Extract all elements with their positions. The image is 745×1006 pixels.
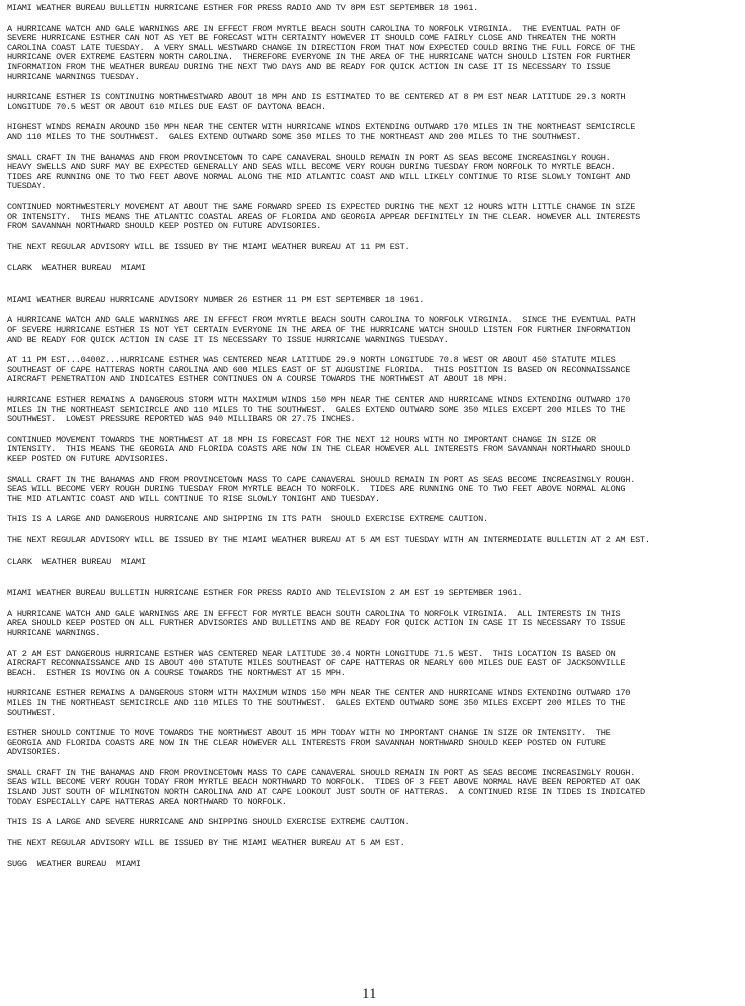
- text-line: A HURRICANE WATCH AND GALE WARNINGS ARE IN EFFECT FROM MYRTLE BEACH SOUTH CAROLINA TO NORFOLK VIRGINIA. THE EVENTUAL PATH OF: [7, 23, 621, 34]
- text-line: TODAY ESPECIALLY CAPE HATTERAS AREA NORTHWARD TO NORFOLK.: [7, 796, 287, 807]
- text-line: THIS IS A LARGE AND SEVERE HURRICANE AND SHIPPING SHOULD EXERCISE EXTREME CAUTION.: [7, 817, 410, 828]
- text-line: TIDES ARE RUNNING ONE TO TWO FEET ABOVE NORMAL ALONG THE MID ATLANTIC COAST AND WILL LIKELY CONTINUE TO RISE SLOWLY TONIGHT AND: [7, 171, 631, 182]
- text-line: THE NEXT REGULAR ADVISORY WILL BE ISSUED BY THE MIAMI WEATHER BUREAU AT 11 PM EST.: [7, 241, 410, 252]
- text-line: MILES IN THE NORTHEAST SEMICIRCLE AND 110 MILES TO THE SOUTHWEST. GALES EXTEND OUTWARD SOME 350 MILES EXCEPT 200 MILES TO THE: [7, 697, 626, 708]
- bulletin-paragraph: [7, 356, 741, 385]
- bulletin-paragraph: [7, 515, 741, 525]
- text-line: TUESDAY.: [7, 181, 47, 192]
- bulletin-paragraph: [7, 536, 741, 546]
- signature-line: CLARK WEATHER BUREAU MIAMI: [7, 263, 146, 274]
- bulletin-heading: MIAMI WEATHER BUREAU BULLETIN HURRICANE ESTHER FOR PRESS RADIO AND TELEVISION 2 AM EST 19 SEPTEMBER 1961.: [7, 588, 523, 599]
- text-line: ISLAND JUST SOUTH OF WILMINGTON NORTH CAROLINA AND AT CAPE LOOKOUT JUST SOUTH OF HATTERAS. A CONTINUED RISE IN TIDES IS INDICATED: [7, 787, 645, 798]
- bulletin-separator: [7, 567, 741, 589]
- text-line: ADVISORIES.: [7, 747, 61, 758]
- bulletin-heading: MIAMI WEATHER BUREAU HURRICANE ADVISORY NUMBER 26 ESTHER 11 PM EST SEPTEMBER 18 1961.: [7, 294, 425, 305]
- bulletin-list: [7, 4, 741, 870]
- text-line: HURRICANE WARNINGS TUESDAY.: [7, 71, 140, 82]
- text-line: MILES IN THE NORTHEAST SEMICIRCLE AND 110 MILES TO THE SOUTHWEST. GALES EXTEND OUTWARD SOME 350 MILES EXCEPT 200 MILES TO THE: [7, 404, 626, 415]
- text-line: SEAS WILL BECOME VERY ROUGH TODAY FROM MYRTLE BEACH NORTHWARD TO NORFOLK. TIDES OF 3 FEET ABOVE NORMAL HAVE BEEN REPORTED AT OAK: [7, 777, 641, 788]
- bulletin-separator: [7, 274, 741, 296]
- text-line: AIRCRAFT PENETRATION AND INDICATES ESTHER CONTINUES ON A COURSE TOWARDS THE NORTHWEST AT ABOUT 18 MPH.: [7, 374, 508, 385]
- text-line: HEAVY SWELLS AND SURF MAY BE EXPECTED GENERALLY AND SEAS WILL BECOME VERY ROUGH DURING TUESDAY FROM NORFOLK TO MYRTLE BEACH.: [7, 162, 616, 173]
- text-line: A HURRICANE WATCH AND GALE WARNINGS ARE IN EFFECT FOR MYRTLE BEACH SOUTH CAROLINA TO NORFOLK VIRGINIA. ALL INTERESTS IN THIS: [7, 608, 621, 619]
- bulletin-paragraph: [7, 25, 741, 83]
- text-line: INFORMATION FROM THE WEATHER BUREAU DURING THE NEXT TWO DAYS AND BE READY FOR QUICK ACTION IN CASE IT IS NECESSARY TO ISSUE: [7, 61, 611, 72]
- bulletin: [7, 296, 741, 567]
- bulletin-paragraph: [7, 93, 741, 112]
- text-line: AREA SHOULD KEEP POSTED ON ALL FURTHER ADVISORIES AND BULLETINS AND BE READY FOR QUICK ACTION IN CASE IT IS NECESSARY TO ISSUE: [7, 618, 626, 629]
- text-line: SEAS WILL BECOME VERY ROUGH DURING TUESDAY FROM MYRTLE BEACH TO NORFOLK. TIDES ARE RUNNING ONE TO TWO FEET ABOVE NORMAL ALONG: [7, 484, 626, 495]
- page-number: 11: [362, 986, 377, 1002]
- text-line: THE MID ATLANTIC COAST AND WILL CONTINUE TO RISE SLOWLY TONIGHT AND TUESDAY.: [7, 493, 380, 504]
- bulletin-paragraph: [7, 729, 741, 758]
- bulletin-paragraph: [7, 610, 741, 639]
- bulletin-paragraph: [7, 154, 741, 192]
- bulletin: [7, 4, 741, 274]
- text-line: CAROLINA COAST LATE TUESDAY. A VERY SMALL WESTWARD CHANGE IN DIRECTION FROM THAT NOW EXPECTED COULD BRING THE FULL FORCE OF THE: [7, 42, 636, 53]
- text-line: ESTHER SHOULD CONTINUE TO MOVE TOWARDS THE NORTHWEST ABOUT 15 MPH TODAY WITH NO IMPORTANT CHANGE IN SIZE OR INTENSITY. THE: [7, 728, 611, 739]
- text-line: A HURRICANE WATCH AND GALE WARNINGS ARE IN EFFECT FROM MYRTLE BEACH SOUTH CAROLINA TO NORFOLK VIRGINIA. SINCE THE EVENTUAL PATH: [7, 315, 636, 326]
- text-line: CONTINUED MOVEMENT TOWARDS THE NORTHWEST AT 18 MPH IS FORECAST FOR THE NEXT 12 HOURS WITH NO IMPORTANT CHANGE IN SIZE OR: [7, 434, 596, 445]
- text-line: HURRICANE ESTHER REMAINS A DANGEROUS STORM WITH MAXIMUM WINDS 150 MPH NEAR THE CENTER AND HURRICANE WINDS EXTENDING OUTWARD 170: [7, 688, 631, 699]
- bulletin-paragraph: [7, 650, 741, 679]
- text-line: AIRCRAFT RECONNAISSANCE AND IS ABOUT 400 STATUTE MILES SOUTHEAST OF CAPE HATTERAS OR NEARLY 600 MILES DUE EAST OF JACKSONVILLE: [7, 658, 626, 669]
- text-line: SOUTHEAST OF CAPE HATTERAS NORTH CAROLINA AND 600 MILES EAST OF ST AUGUSTINE FLORIDA. THIS POSITION IS BASED ON RECONNAISSANCE: [7, 364, 631, 375]
- text-line: THE NEXT REGULAR ADVISORY WILL BE ISSUED BY THE MIAMI WEATHER BUREAU AT 5 AM EST.: [7, 837, 405, 848]
- text-line: OR INTENSITY. THIS MEANS THE ATLANTIC COASTAL AREAS OF FLORIDA AND GEORGIA APPEAR DEFINITELY IN THE CLEAR. HOWEVER ALL INTERESTS: [7, 211, 641, 222]
- bulletin-paragraph: [7, 123, 741, 142]
- text-line: AND BE READY FOR QUICK ACTION IN CASE IT IS NECESSARY TO ISSUE HURRICANE WARNINGS TUESDAY.: [7, 334, 449, 345]
- text-line: SOUTHWEST.: [7, 707, 57, 718]
- text-line: THE NEXT REGULAR ADVISORY WILL BE ISSUED BY THE MIAMI WEATHER BUREAU AT 5 AM EST TUESDAY WITH AN INTERMEDIATE BULLETIN AT 2 AM EST.: [7, 534, 650, 545]
- text-line: HIGHEST WINDS REMAIN AROUND 150 MPH NEAR THE CENTER WITH HURRICANE WINDS EXTENDING OUTWARD 170 MILES IN THE NORTHEAST SEMICIRCLE: [7, 122, 636, 133]
- bulletin-paragraph: [7, 243, 741, 253]
- text-line: HURRICANE WARNINGS.: [7, 627, 101, 638]
- text-line: SEVERE HURRICANE ESTHER CAN NOT AS YET BE FORECAST WITH CERTAINTY HOWEVER IT SHOULD COME FAIRLY CLOSE AND THREATEN THE NORTH: [7, 33, 616, 44]
- text-line: AND 110 MILES TO THE SOUTHWEST. GALES EXTEND OUTWARD SOME 350 MILES TO THE NORTHEAST AND 200 MILES TO THE SOUTHWEST.: [7, 131, 582, 142]
- bulletin-paragraph: [7, 769, 741, 807]
- bulletin-paragraph: [7, 689, 741, 718]
- text-line: SMALL CRAFT IN THE BAHAMAS AND FROM PROVINCETOWN MASS TO CAPE CANAVERAL SHOULD REMAIN IN PORT AS SEAS BECOME INCREASINGLY ROUGH.: [7, 474, 636, 485]
- bulletin-paragraph: [7, 396, 741, 425]
- text-line: SMALL CRAFT IN THE BAHAMAS AND FROM PROVINCETOWN TO CAPE CANAVERAL SHOULD REMAIN IN PORT AS SEAS BECOME INCREASINGLY ROUGH.: [7, 152, 611, 163]
- text-line: HURRICANE ESTHER REMAINS A DANGEROUS STORM WITH MAXIMUM WINDS 150 MPH NEAR THE CENTER AND HURRICANE WINDS EXTENDING OUTWARD 170: [7, 395, 631, 406]
- text-line: AT 2 AM EST DANGEROUS HURRICANE ESTHER WAS CENTERED NEAR LATITUDE 30.4 NORTH LONGITUDE 71.5 WEST. THIS LOCATION IS BASED ON: [7, 648, 616, 659]
- text-line: SOUTHWEST. LOWEST PRESSURE REPORTED WAS 940 MILLIBARS OR 27.75 INCHES.: [7, 414, 356, 425]
- text-line: BEACH. ESTHER IS MOVING ON A COURSE TOWARDS THE NORTHWEST AT 15 MPH.: [7, 667, 346, 678]
- text-line: OF SEVERE HURRICANE ESTHER IS NOT YET CERTAIN EVERYONE IN THE AREA OF THE HURRICANE WATCH SHOULD LISTEN FOR FURTHER INFORMATION: [7, 325, 631, 336]
- text-line: FROM SAVANNAH NORTHWARD SHOULD KEEP POSTED ON FUTURE ADVISORIES.: [7, 221, 322, 232]
- bulletin-paragraph: [7, 839, 741, 849]
- text-line: THIS IS A LARGE AND DANGEROUS HURRICANE AND SHIPPING IN ITS PATH SHOULD EXERCISE EXTREME CAUTION.: [7, 514, 488, 525]
- text-line: HURRICANE ESTHER IS CONTINUING NORTHWESTWARD ABOUT 18 MPH AND IS ESTIMATED TO BE CENTERED AT 8 PM EST NEAR LATITUDE 29.3 NORTH: [7, 92, 626, 103]
- bulletin-heading: MIAMI WEATHER BUREAU BULLETIN HURRICANE ESTHER FOR PRESS RADIO AND TV 8PM EST SEPTEMBER 18 1961.: [7, 3, 479, 13]
- text-line: INTENSITY. THIS MEANS THE GEORGIA AND FLORIDA COASTS ARE NOW IN THE CLEAR HOWEVER ALL INTERESTS FROM SAVANNAH NORTHWARD SHOULD: [7, 444, 631, 455]
- text-line: GEORGIA AND FLORIDA COASTS ARE NOW IN THE CLEAR HOWEVER ALL INTERESTS FROM SAVANNAH NORTHWARD SHOULD KEEP POSTED ON FUTURE: [7, 737, 606, 748]
- bulletin-paragraph: [7, 203, 741, 232]
- text-line: HURRICANE OVER EXTREME EASTERN NORTH CAROLINA. THEREFORE EVERYONE IN THE AREA OF THE HURRICANE WATCH SHOULD LISTEN FOR FURTHER: [7, 52, 631, 63]
- text-line: KEEP POSTED ON FUTURE ADVISORIES.: [7, 454, 169, 464]
- text-line: SMALL CRAFT IN THE BAHAMAS AND FROM PROVINCETOWN MASS TO CAPE CANAVERAL SHOULD REMAIN IN PORT AS SEAS BECOME INCREASINGLY ROUGH.: [7, 767, 636, 778]
- bulletin-paragraph: [7, 818, 741, 828]
- text-line: AT 11 PM EST...0400Z...HURRICANE ESTHER WAS CENTERED NEAR LATITUDE 29.9 NORTH LONGITUDE 70.8 WEST OR ABOUT 450 STATUTE MILES: [7, 355, 616, 366]
- bulletin-paragraph: [7, 476, 741, 505]
- bulletin-paragraph: [7, 436, 741, 465]
- text-line: CONTINUED NORTHWESTERLY MOVEMENT AT ABOUT THE SAME FORWARD SPEED IS EXPECTED DURING THE NEXT 12 HOURS WITH LITTLE CHANGE IN SIZE: [7, 201, 636, 212]
- bulletin: [7, 589, 741, 870]
- bulletin-paragraph: [7, 316, 741, 345]
- signature-line: SUGG WEATHER BUREAU MIAMI: [7, 859, 141, 870]
- signature-line: CLARK WEATHER BUREAU MIAMI: [7, 556, 146, 567]
- text-line: LONGITUDE 70.5 WEST OR ABOUT 610 MILES DUE EAST OF DAYTONA BEACH.: [7, 101, 326, 112]
